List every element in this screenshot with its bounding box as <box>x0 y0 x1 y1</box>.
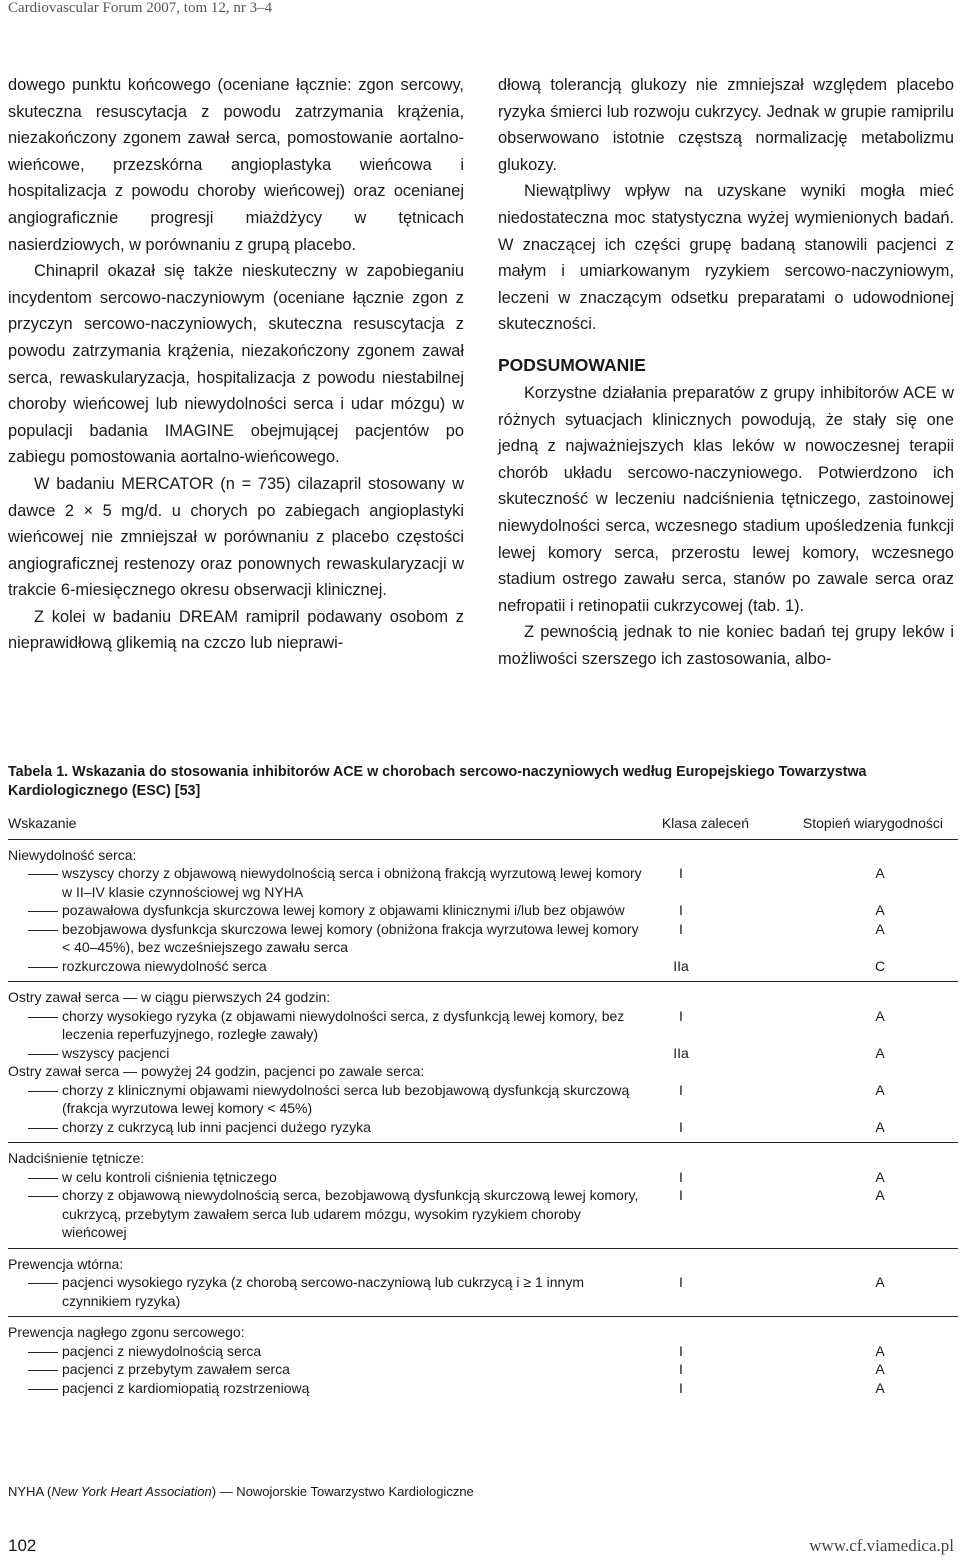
paragraph: Niewątpliwy wpływ na uzyskane wyniki mogła mieć niedostateczna moc statystyczna wyżej wymienionych badań. W znaczącej ich części grupę badaną stanowili pacjenci z małym i umiarkowanym ryzykiem sercowo-naczyniowym, leczeni w znaczącym odsetku preparatami o udowodnionej skuteczności. <box>498 182 954 334</box>
indication-text: bezobjawowa dysfunkcja skurczowa lewej komory (obniżona frakcja wyrzutowa lewej komory < 40–45%), bez wcześniejszego zawału serca <box>62 920 639 955</box>
evidence-level: A <box>875 865 885 881</box>
indication-text: chorzy z klinicznymi objawami niewydolności serca lub bezobjawową dysfunkcją skurczową (frakcja wyrzutowa lewej komory < 45%) <box>62 1081 630 1116</box>
recommendation-class: I <box>679 1118 683 1135</box>
table-row <box>8 1168 958 1187</box>
indication-text: chorzy z cukrzycą lub inni pacjenci dużego ryzyka <box>62 1118 371 1135</box>
dash-marker <box>8 1168 60 1187</box>
evidence-level: A <box>875 1342 885 1359</box>
dash-marker <box>8 901 60 920</box>
dash-marker <box>8 1044 60 1063</box>
left-text-column <box>8 72 464 657</box>
indication-text: wszyscy pacjenci <box>62 1044 170 1061</box>
indication-text: rozkurczowa niewydolność serca <box>62 957 267 974</box>
evidence-level: A <box>875 1168 885 1185</box>
indication-text: pacjenci z kardiomiopatią rozstrzeniową <box>62 1379 310 1396</box>
group-heading: Niewydolność serca: <box>8 846 137 863</box>
table-row <box>8 1044 958 1063</box>
table-body <box>8 840 958 1404</box>
paragraph: Chinapril okazał się także nieskuteczny w zapobieganiu incydentom sercowo-naczyniowym (oceniane łącznie zgon z przyczyn sercowo-naczyniowych, skuteczna resuscytacja z powodu zatrzymania krążenia, niezakończony zgonem zawał serca, rewaskularyzacja, hospitalizacja z powodu niestabilnej choroby wieńcowej lub niewydolności serca i udar mózgu) w populacji badania IMAGINE obejmującej pacjentów po zabiegu pomostowania aortalno-wieńcowego. <box>8 262 464 467</box>
recommendation-class: I <box>679 1007 683 1024</box>
dash-marker <box>8 957 60 976</box>
table-group <box>8 840 958 983</box>
right-text-column <box>498 72 954 672</box>
group-heading: Nadciśnienie tętnicze: <box>8 1150 145 1166</box>
table-row <box>8 1379 958 1398</box>
recommendation-class: I <box>679 1379 683 1396</box>
evidence-level: A <box>875 1274 885 1290</box>
dash-marker <box>8 1118 60 1137</box>
indication-text: pacjenci z niewydolnością serca <box>62 1342 262 1359</box>
dash-marker <box>8 1342 60 1361</box>
paragraph: W badaniu MERCATOR (n = 735) cilazapril stosowany w dawce 2 × 5 mg/d. u chorych po zabiegach angioplastyki wieńcowej nie zmniejszał w porównaniu z placebo częstości angiograficznej restenozy oraz ponownych rewaskularyzacji w trakcie 6-miesięcznego okresu obserwacji klinicznej. <box>8 474 464 600</box>
table-1 <box>8 763 958 1403</box>
evidence-level: A <box>875 1118 885 1135</box>
evidence-level: A <box>875 1379 885 1396</box>
column-header-class: Klasa zaleceń <box>661 815 749 831</box>
section-heading: PODSUMOWANIE <box>498 354 646 375</box>
dash-marker <box>8 1360 60 1379</box>
group-heading: Prewencja nagłego zgonu sercowego: <box>8 1324 245 1340</box>
evidence-level: A <box>875 920 885 937</box>
table-group <box>8 1143 958 1249</box>
group-heading: Prewencja wtórna: <box>8 1255 124 1272</box>
page-number: 102 <box>8 1536 37 1555</box>
recommendation-class: IIa <box>673 1044 689 1061</box>
recommendation-class: I <box>679 1168 683 1185</box>
table-group <box>8 1249 958 1318</box>
group-heading: Ostry zawał serca — w ciągu pierwszych 24 godzin: <box>8 989 331 1005</box>
indication-text: pacjenci wysokiego ryzyka (z chorobą sercowo-naczyniową lub cukrzycą i ≥ 1 innym czynnikiem ryzyka) <box>62 1274 585 1309</box>
table-row <box>8 864 958 901</box>
table-group <box>8 1317 958 1403</box>
recommendation-class: I <box>679 920 683 937</box>
dash-marker <box>8 1186 60 1205</box>
evidence-level: A <box>875 1007 885 1024</box>
recommendation-class: I <box>679 865 683 881</box>
table-row <box>8 957 958 976</box>
evidence-level: A <box>875 1044 885 1061</box>
footnote-abbr: NYHA ( <box>8 1484 52 1499</box>
indication-text: pozawałowa dysfunkcja skurczowa lewej komory z objawami klinicznymi i/lub bez objawów <box>62 902 625 918</box>
indication-text: chorzy z objawową niewydolnością serca, bezobjawową dysfunkcją skurczową lewej komory, cukrzycą, przebytym zawałem serca lub udarem mózgu, wysokim ryzykiem choroby wieńcowej <box>62 1187 639 1240</box>
indication-text: chorzy wysokiego ryzyka (z objawami niewydolności serca, z dysfunkcją lewej komory, bez leczenia reperfuzyjnego, rozległe zawały) <box>62 1007 625 1042</box>
recommendation-class: I <box>679 1187 683 1203</box>
table-row <box>8 901 958 920</box>
footnote-italic: New York Heart Association <box>51 1484 212 1499</box>
recommendation-class: I <box>679 1342 683 1359</box>
group-subheading: Ostry zawał serca — powyżej 24 godzin, pacjenci po zawale serca: <box>8 1063 425 1079</box>
table-row <box>8 1186 958 1242</box>
dash-marker <box>8 864 60 883</box>
table-row <box>8 1007 958 1044</box>
dash-marker <box>8 1081 60 1100</box>
table-row <box>8 1342 958 1361</box>
paragraph: dowego punktu końcowego (oceniane łącznie: zgon sercowy, skuteczna resuscytacja z powodu zatrzymania krążenia, niezakończony zgonem zawał serca, pomostowanie aortalno-wieńcowe, przezskórna angioplastyka wieńcowa i hospitalizacja z powodu choroby wieńcowej) oraz ocenianej angiograficznie progresji miażdżycy w tętnicach nasierdziowych, w porównaniu z grupą placebo. <box>8 76 464 254</box>
indication-text: w celu kontroli ciśnienia tętniczego <box>62 1168 277 1185</box>
table-caption: Tabela 1. Wskazania do stosowania inhibitorów ACE w chorobach sercowo-naczyniowych według Europejskiego Towarzystwa Kardiologicznego (ESC) [53] <box>8 764 867 799</box>
evidence-level: A <box>875 902 885 918</box>
evidence-level: A <box>875 1081 885 1098</box>
table-header <box>8 810 958 840</box>
table-group <box>8 982 958 1143</box>
table-row <box>8 1118 958 1137</box>
table-row <box>8 1081 958 1118</box>
table-footnote <box>8 1484 474 1499</box>
dash-marker <box>8 1007 60 1026</box>
table-row <box>8 920 958 957</box>
indication-text: wszyscy chorzy z objawową niewydolnością serca i obniżoną frakcją wyrzutową lewej komory w II–IV klasie czynnościowej wg NYHA <box>62 865 642 900</box>
evidence-level: A <box>875 1361 885 1377</box>
table-row <box>8 1360 958 1379</box>
evidence-level: C <box>874 957 886 974</box>
journal-url: www.cf.viamedica.pl <box>809 1536 954 1555</box>
footnote-rest: ) — Nowojorskie Towarzystwo Kardiologiczne <box>211 1484 474 1499</box>
column-header-level: Stopień wiarygodności <box>802 815 943 831</box>
paragraph: Z kolei w badaniu DREAM ramipril podawany osobom z nieprawidłową glikemią na czczo lub nieprawi- <box>8 607 464 653</box>
column-header-indication: Wskazanie <box>8 815 77 831</box>
recommendation-class: I <box>679 1274 683 1290</box>
dash-marker <box>8 1379 60 1398</box>
dash-marker <box>8 1273 60 1292</box>
recommendation-class: I <box>679 1081 683 1098</box>
running-header: Cardiovascular Forum 2007, tom 12, nr 3–4 <box>8 0 273 16</box>
dash-marker <box>8 920 60 939</box>
recommendation-class: I <box>679 902 683 918</box>
paragraph: dłową tolerancją glukozy nie zmniejszał względem placebo ryzyka śmierci lub rozwoju cukrzycy. Jednak w grupie ramiprilu obserwowano istotnie częstszą normalizację metabolizmu glukozy. <box>498 76 954 174</box>
indication-text: pacjenci z przebytym zawałem serca <box>62 1361 290 1377</box>
recommendation-class: I <box>679 1361 683 1377</box>
evidence-level: A <box>875 1187 885 1203</box>
table-row <box>8 1273 958 1310</box>
paragraph: Z pewnością jednak to nie koniec badań tej grupy leków i możliwości szerszego ich zastosowania, albo- <box>498 623 954 668</box>
paragraph: Korzystne działania preparatów z grupy inhibitorów ACE w różnych sytuacjach klinicznych powodują, że stały się one jedną z najważniejszych klas leków w nowoczesnej terapii chorób układu sercowo-naczyniowego. Potwierdzono ich skuteczność w leczeniu nadciśnienia tętniczego, zastoinowej niewydolności serca, wczesnego stadium upośledzenia funkcji lewej komory serca, przerostu lewej komory, wczesnego stadium ostrego zawału serca, stanów po zawale serca oraz nefropatii i retinopatii cukrzycowej (tab. 1). <box>498 383 954 615</box>
recommendation-class: IIa <box>673 957 689 974</box>
